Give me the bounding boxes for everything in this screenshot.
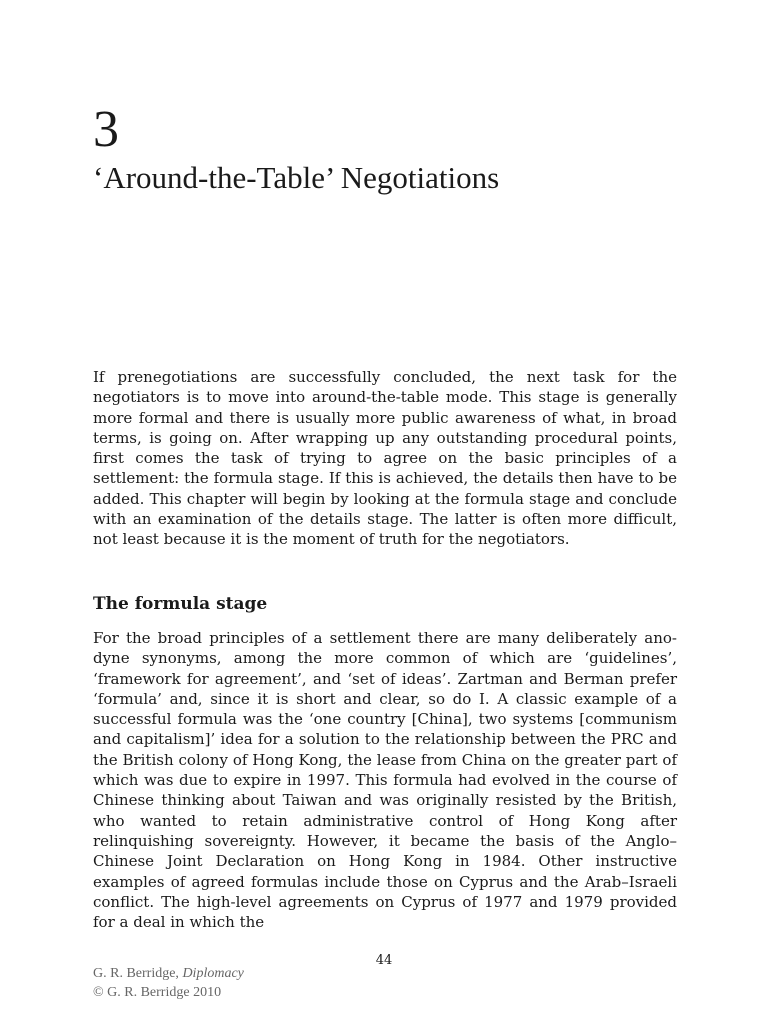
footer-copyright: © G. R. Berridge 2010 [93, 985, 222, 1000]
footer-author: G. R. Berridge, [93, 966, 179, 981]
body-paragraph-1: If prenegotiations are successfully concluded, the next task for the negotiators is to move into around-the-table mode. This stage is generally more formal and there is usually more public awareness of what, in broad terms, is going on. After wrapping up any outstanding procedural points, first comes the task of trying to agree on the basic principles of a settlement: the formula stage. If this is achieved, the details then have to be added. This chapter will begin by looking at the formula stage and conclude with an examination of the details stage. The latter is often more difficult, not least because it is the moment of truth for the negotiators. [93, 368, 677, 549]
page-number: 44 [375, 953, 393, 968]
footer-author-line [93, 964, 244, 983]
body-paragraph-2: For the broad principles of a settlement there are many deliberately anodyne synonyms, among the more common of which are ‘guidelines’, ‘framework for agreement’, and ‘set of ideas’. Zartman and Berman prefer ‘formula’ and, since it is short and clear, so do I. A classic example of a successful formula was the ‘one country [China], two systems [communism and capitalism]’ idea for a solution to the relationship between the PRC and the British colony of Hong Kong, the lease from China on the greater part of which was due to expire in 1997. This formula had evolved in the course of Chinese thinking about Taiwan and was originally resisted by the British, who wanted to retain administrative control of Hong Kong after relinquishing sovereignty. However, it became the basis of the Anglo–Chinese Joint Declaration on Hong Kong in 1984. Other instructive examples of agreed formulas include those on Cyprus and the Arab–Israeli conflict. The high-level agreements on Cyprus of 1977 and 1979 provided for a deal in which the [93, 629, 677, 932]
footer-book-title: Diplomacy [182, 966, 244, 981]
footer [93, 964, 244, 1002]
chapter-title: ‘Around-the-Table’ Negotiations [93, 160, 500, 195]
section-heading: The formula stage [93, 594, 268, 614]
chapter-number: 3 [93, 101, 119, 158]
